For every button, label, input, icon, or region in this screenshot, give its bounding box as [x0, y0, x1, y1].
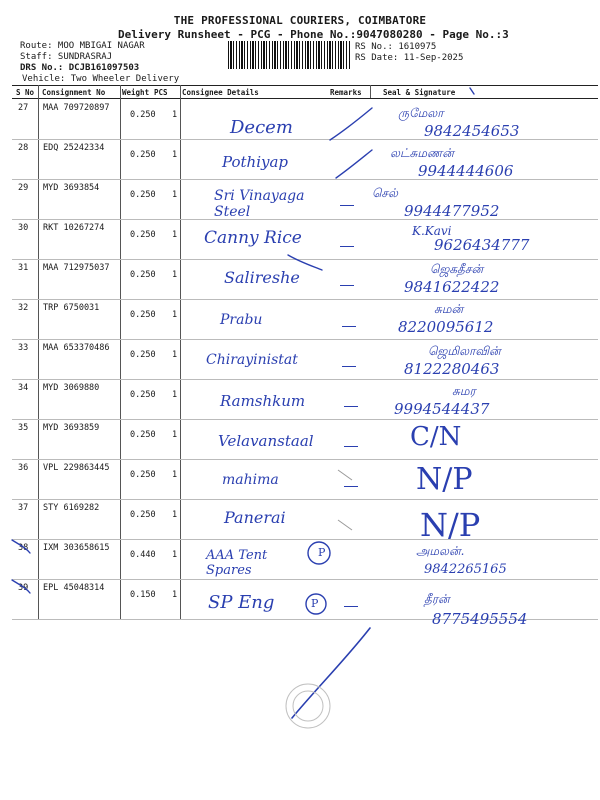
row-weight: 0.250 [130, 110, 156, 120]
row-weight: 0.250 [130, 470, 156, 480]
row-consignment: EPL 45048314 [43, 583, 105, 593]
row-weight: 0.250 [130, 350, 156, 360]
signature-phone: 9841622422 [404, 278, 500, 296]
signature-name: N/P [416, 462, 473, 497]
signature-name: சுமர [452, 384, 476, 398]
row-consignment: MYD 3069880 [43, 383, 100, 393]
row-sno: 32 [18, 303, 29, 313]
header-tick [470, 88, 474, 94]
row-pcs: 1 [172, 430, 178, 440]
round-seal-stamp-inner [293, 691, 323, 721]
row-sno: 33 [18, 343, 29, 353]
row-sno: 30 [18, 223, 29, 233]
row-pcs: 1 [172, 350, 178, 360]
margin-tick [12, 540, 30, 553]
row-consignment: IXM 303658615 [43, 543, 110, 553]
col-header-remarks: Remarks [330, 88, 362, 97]
row-pcs: 1 [172, 550, 178, 560]
signature-name: லட்சுமணன் [390, 146, 454, 160]
rs-number: RS No.: 1610975 [355, 42, 437, 52]
handwritten-consignee: Canny Rice [204, 228, 302, 248]
handwritten-consignee: Velavanstaal [218, 432, 314, 450]
pen-stroke [288, 255, 322, 270]
row-consignment: EDQ 25242334 [43, 143, 105, 153]
faint-mark [338, 520, 352, 530]
signature-phone: 8220095612 [398, 318, 494, 336]
signature-name: ஜெகதீசன் [430, 262, 484, 276]
row-pcs: 1 [172, 390, 178, 400]
row-weight: 0.250 [130, 390, 156, 400]
signature-phone: 8775495554 [432, 610, 528, 628]
drs-number: DRS No.: DCJB161097503 [20, 63, 140, 73]
row-pcs: 1 [172, 310, 178, 320]
col-header-seal: Seal & Signature [383, 88, 456, 97]
handwritten-consignee: Decem [230, 117, 293, 138]
row-sno: 34 [18, 383, 29, 393]
row-pcs: 1 [172, 470, 178, 480]
row-consignment: STY 6169282 [43, 503, 100, 513]
row-consignment: RKT 10267274 [43, 223, 105, 233]
row-weight: 0.250 [130, 150, 156, 160]
remarks-slash [336, 150, 372, 178]
row-pcs: 1 [172, 270, 178, 280]
row-sno: 38 [18, 543, 29, 553]
row-sno: 39 [18, 583, 29, 593]
handwritten-consignee: Pothiyap [222, 153, 289, 171]
signature-name: அமலன். [416, 544, 465, 558]
signature-phone: 9944477952 [404, 202, 500, 220]
signature-phone: 9994544437 [394, 400, 490, 418]
signature-name: தீரன் [424, 592, 450, 606]
handwritten-consignee: Sri Vinayaga Steel [214, 188, 305, 220]
row-weight: 0.440 [130, 550, 156, 560]
signature-name: சுமன் [434, 302, 464, 316]
col-header-consignee: Consignee Details [182, 88, 259, 97]
company-title: THE PROFESSIONAL COURIERS, COIMBATORE [173, 14, 427, 27]
row-consignment: MYD 3693854 [43, 183, 100, 193]
row-consignment: MYD 3693859 [43, 423, 100, 433]
row-sno: 28 [18, 143, 29, 153]
row-pcs: 1 [172, 150, 178, 160]
row-weight: 0.250 [130, 230, 156, 240]
row-pcs: 1 [172, 510, 178, 520]
signature-name: ஜெமிலாவின் [428, 344, 501, 358]
signature-name: C/N [410, 422, 462, 452]
signature-name: செல் [372, 186, 398, 200]
row-weight: 0.250 [130, 270, 156, 280]
signature-name: K.Kavi [412, 224, 452, 238]
row-pcs: 1 [172, 230, 178, 240]
row-weight: 0.250 [130, 190, 156, 200]
row-sno: 35 [18, 423, 29, 433]
vehicle-label: Vehicle: Two Wheeler Delivery [22, 74, 180, 84]
row-weight: 0.250 [130, 310, 156, 320]
col-header-pcs: PCS [154, 88, 168, 97]
row-sno: 36 [18, 463, 29, 473]
row-consignment: MAA 709720897 [43, 103, 110, 113]
handwritten-consignee: mahima [222, 472, 279, 488]
col-header-weight: Weight [122, 88, 150, 97]
staff-label: Staff: SUNDRASRAJ [20, 52, 113, 62]
handwritten-consignee: Panerai [224, 508, 286, 527]
handwritten-consignee: SP Eng [208, 592, 275, 613]
row-weight: 0.150 [130, 590, 156, 600]
signature-phone: 9842265165 [424, 562, 507, 577]
row-consignment: MAA 653370486 [43, 343, 110, 353]
row-sno: 37 [18, 503, 29, 513]
handwritten-consignee: Prabu [220, 312, 263, 328]
row-weight: 0.250 [130, 510, 156, 520]
signature-phone: 9842454653 [424, 122, 520, 140]
runsheet-subtitle: Delivery Runsheet - PCG - Phone No.:9047080280 - Page No.:3 [118, 28, 509, 41]
row-sno: 31 [18, 263, 29, 273]
row-consignment: MAA 712975037 [43, 263, 110, 273]
row-pcs: 1 [172, 110, 178, 120]
signature-phone: 9944444606 [418, 162, 514, 180]
row-pcs: 1 [172, 190, 178, 200]
handwritten-consignee: Ramshkum [220, 392, 306, 410]
rs-date: RS Date: 11-Sep-2025 [355, 53, 464, 63]
row-sno: 27 [18, 103, 29, 113]
route-label: Route: MOO MBIGAI NAGAR [20, 41, 145, 51]
col-header-sno: S No [16, 88, 35, 97]
signature-name: N/P [420, 506, 481, 544]
margin-tick [12, 580, 30, 593]
row-sno: 29 [18, 183, 29, 193]
handwritten-consignee: Chirayinistat [206, 352, 298, 368]
faint-mark [338, 470, 352, 480]
col-header-consignment: Consignment No [42, 88, 106, 97]
circled-p-letter: P [311, 597, 319, 610]
row-consignment: VPL 229863445 [43, 463, 110, 473]
circled-p-letter: P [318, 546, 326, 559]
row-consignment: TRP 6750031 [43, 303, 100, 313]
closing-slash [292, 628, 370, 718]
handwritten-consignee: AAA Tent Spares [206, 548, 268, 578]
row-weight: 0.250 [130, 430, 156, 440]
remarks-slash [330, 108, 372, 140]
signature-phone: 8122280463 [404, 360, 500, 378]
signature-phone: 9626434777 [434, 236, 530, 254]
row-pcs: 1 [172, 590, 178, 600]
handwritten-consignee: Salireshe [224, 268, 300, 287]
signature-name: ருமேலா [398, 106, 444, 120]
